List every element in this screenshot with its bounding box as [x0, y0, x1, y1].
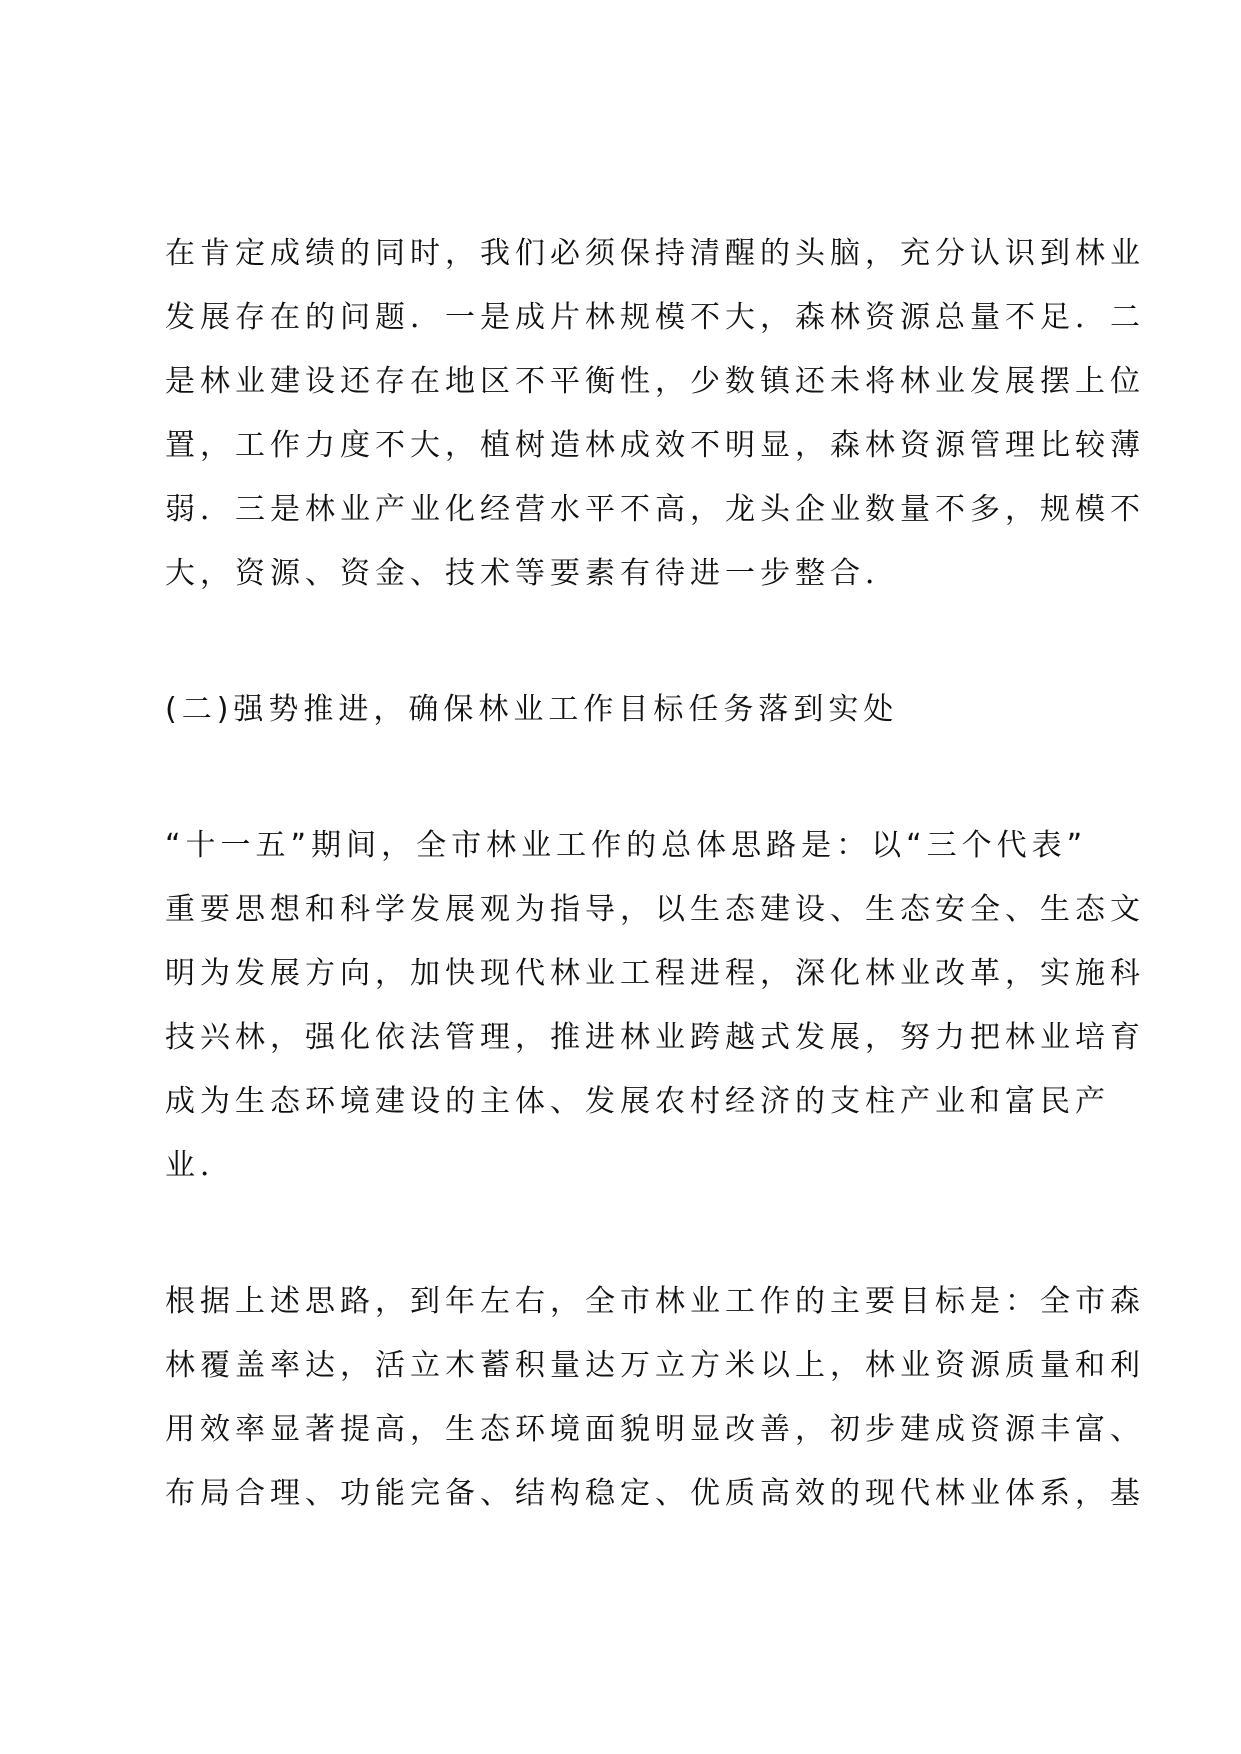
paragraph-1: [165, 222, 1145, 606]
paragraph-line: 明为发展方向，加快现代林业工程进程，深化林业改革，实施科: [165, 956, 1145, 991]
paragraph-line: 成为生态环境建设的主体、发展农村经济的支柱产业和富民产: [165, 1084, 1110, 1119]
heading-text: (二)强势推进，确保林业工作目标任务落到实处: [165, 692, 899, 727]
paragraph-line: 在肯定成绩的同时，我们必须保持清醒的头脑，充分认识到林业: [165, 236, 1145, 271]
paragraph-2: [165, 814, 1145, 1198]
paragraph-line: 大，资源、资金、技术等要素有待进一步整合．: [165, 556, 900, 591]
paragraph-3: [165, 1270, 1145, 1526]
paragraph-line: 置，工作力度不大，植树造林成效不明显，森林资源管理比较薄: [165, 428, 1145, 463]
paragraph-line: 业．: [165, 1148, 235, 1183]
paragraph-line: “十一五”期间，全市林业工作的总体思路是：以“三个代表”: [165, 828, 1088, 863]
paragraph-line: 是林业建设还存在地区不平衡性，少数镇还未将林业发展摆上位: [165, 364, 1145, 399]
paragraph-line: 发展存在的问题．一是成片林规模不大，森林资源总量不足．二: [165, 300, 1145, 335]
paragraph-spacing: [165, 606, 1095, 678]
paragraph-line: 技兴林，强化依法管理，推进林业跨越式发展，努力把林业培育: [165, 1020, 1145, 1055]
paragraph-line: 重要思想和科学发展观为指导，以生态建设、生态安全、生态文: [165, 892, 1145, 927]
section-heading: [165, 678, 1095, 742]
paragraph-line: 弱．三是林业产业化经营水平不高，龙头企业数量不多，规模不: [165, 492, 1145, 527]
document-body: [165, 222, 1145, 1526]
paragraph-spacing: [165, 1198, 1095, 1270]
paragraph-line: 林覆盖率达，活立木蓄积量达万立方米以上，林业资源质量和利: [165, 1348, 1145, 1383]
paragraph-spacing: [165, 742, 1095, 814]
paragraph-line: 用效率显著提高，生态环境面貌明显改善，初步建成资源丰富、: [165, 1412, 1145, 1447]
paragraph-line: 根据上述思路，到年左右，全市林业工作的主要目标是：全市森: [165, 1284, 1145, 1319]
paragraph-line: 布局合理、功能完备、结构稳定、优质高效的现代林业体系，基: [165, 1476, 1145, 1511]
